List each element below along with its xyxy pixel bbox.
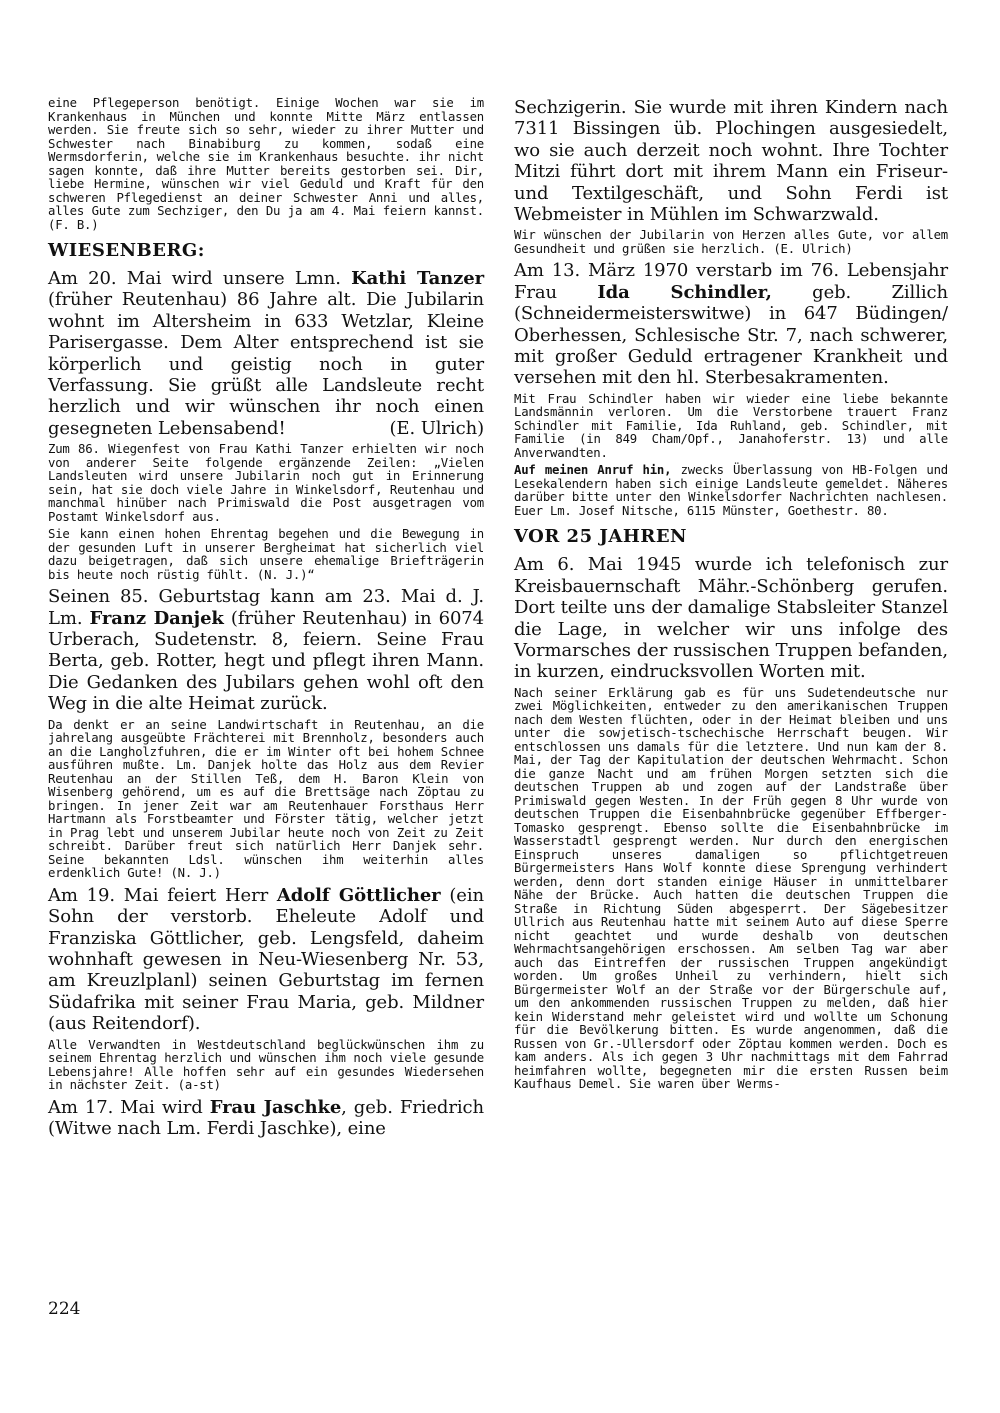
article-paragraph: Am 6. Mai 1945 wurde ich telefonisch zur Kreisbauernschaft Mähr.-Schönberg gerufen. Dort teilte uns der damalige Stabsleiter Stanzel die Lage, in welcher wir uns infolge des Vormarsches der russischen Truppen befanden, in kurzen, eindrucksvollen Worten mit.: [514, 554, 948, 683]
text-run: (ein Sohn der verstorb. Eheleute Adolf und Franziska Göttlicher, geb. Lengsfeld, daheim wohnhaft gewesen in Neu-Wiesenberg Nr. 53, am Kreuzlplanl) seinen Geburtstag im fernen Südafrika mit seiner Frau Maria, geb. Mildner (aus Reitendorf).: [48, 884, 484, 1035]
section-heading-vor-25-jahren: VOR 25 JAHREN: [514, 526, 687, 548]
article-paragraph: Sie kann einen hohen Ehrentag begehen und die Bewegung in der gesunden Luft in unserer Bergheimat hat sicherlich viel dazu beigetragen, daß sich unsere ehemalige Briefträgerin bis heute noch rüstig fühlt. (N. J.)“: [48, 527, 484, 582]
article-paragraph: [48, 268, 484, 439]
article-paragraph: Sechzigerin. Sie wurde mit ihren Kindern nach 7311 Bissingen üb. Plochingen ausgesiedelt, wo sie auch derzeit noch wohnt. Ihre Tochter Mitzi führt dort mit ihrem Mann ein Friseur- und Textilgeschäft, und Sohn Ferdi ist Webmeister in Mühlen im Schwarzwald.: [514, 97, 948, 226]
emphasis-text: Auf meinen Anruf hin,: [514, 463, 672, 478]
text-run: geb. Zillich (Schneidermeisterswitwe) in 647 Büdingen/ Oberhessen, Schlesische Str. 7, nach schwerer, mit großer Geduld ertragener Krankheit und versehen mit den hl. Sterbesakramenten.: [514, 281, 948, 389]
text-run: zwecks Überlassung von HB-Folgen und Lesekalendern haben sich einige Landsleute gemeldet. Näheres darüber bitte unter den Winkelsdorfer Nachrichten nachlesen. Euer Lm. Josef Nitsche, 6115 Münster, Goethestr. 80.: [514, 463, 948, 518]
article-paragraph: Mit Frau Schindler haben wir wieder eine liebe bekannte Landsmännin verloren. Um die Verstorbene trauert Franz Schindler mit Familie, Ida Ruhland, geb. Schindler, mit Familie (in 849 Cham/Opf., Janahoferstr. 13) und alle Anverwandten.: [514, 391, 948, 460]
right-column: [514, 97, 948, 1096]
text-run: Am 19. Mai feiert Herr: [48, 884, 277, 906]
person-name: Ida Schindler,: [597, 281, 772, 303]
article-paragraph: [48, 1097, 484, 1140]
person-name: Franz Danjek: [89, 607, 224, 629]
article-paragraph: [514, 260, 948, 388]
article-paragraph: Nach seiner Erklärung gab es für uns Sudetendeutsche nur zwei Möglichkeiten, entweder zu den amerikanischen Truppen nach dem Westen flüchten, oder in der Heimat bleiben und uns unter die sowjetisch-tschechische Herrschaft beugen. Wir entschlossen uns damals für die letztere. Und nun kam der 8. Mai, der Tag der Kapitulation der deutschen Wehrmacht. Schon die ganze Nacht und am frühen Morgen setzten sich die deutschen Truppen ab und zogen auf der Landstraße über Primiswald gegen Westen. In der Früh gegen 8 Uhr wurde von deutschen Truppen die Eisenbahnbrücke gegenüber Effberger-Tomasko gesprengt. Ebenso sollte die Eisenbahnbrücke im Wasserstadtl gesprengt werden. Nur durch den energischen Einspruch unseres damaligen so pflichtgetreuen Bürgermeisters Hans Wolf konnte diese Sprengung verhindert werden, denn dort standen einige Häuser in unmittelbarer Nähe der Brücke. Auch hatten die deutschen Truppen die Straße in Richtung Süden abgesperrt. Der Sägebesitzer Ullrich aus Reutenhau hatte mit seinem Auto auf diese Sperre nicht geachtet und wurde deshalb von deutschen Wehrmachtsangehörigen erschossen. Am selben Tag war aber auch das Eintreffen der russischen Truppen angekündigt worden. Um großes Unheil zu verhindern, hielt sich Bürgermeister Wolf an der Straße vor der Bürgerschule auf, um den ankommenden russischen Truppen zu melden, daß hier kein Widerstand mehr geleistet wird und wollte um Schonung für die Bevölkerung bitten. Es wurde angenommen, daß die Russen von Gr.-Ullersdorf oder Zöptau kommen werden. Doch es kam anders. Als ich gegen 3 Uhr nachmittags mit dem Fahrrad heimfahren wollte, begegneten mir die ersten Russen beim Kaufhaus Demel. Sie waren über Werms-: [514, 685, 948, 1092]
text-run: Am 20. Mai wird unsere Lmn.: [48, 268, 352, 289]
section-heading-wiesenberg: WIESENBERG:: [48, 240, 205, 261]
text-run: Am 13. März 1970 verstarb im 76. Lebensjahr Frau: [514, 260, 948, 303]
article-paragraph: [514, 464, 948, 518]
article-paragraph: Alle Verwandten in Westdeutschland beglückwünschen ihm zu seinem Ehrentag herzlich und wünschen ihm noch viele gesunde Lebensjahre! Alle hoffen sehr auf ein gesundes Wiedersehen in nächster Zeit. (a-st): [48, 1037, 484, 1093]
left-column: [48, 97, 484, 1143]
text-run: (früher Reutenhau) in 6074 Urberach, Sudetenstr. 8, feiern. Seine Frau Berta, geb. Rotter, hegt und pflegt ihren Mann. Die Gedanken des Jubilars gehen wohl oft den Weg in die alte Heimat zurück.: [48, 607, 485, 715]
text-run: (früher Reutenhau) 86 Jahre alt. Die Jubilarin wohnt im Altersheim in 633 Wetzlar, Kleine Parisergasse. Dem Alter entsprechend ist sie körperlich und geistig noch in guter Verfassung. Sie grüßt alle Landsleute recht herzlich und wir wünschen ihr noch einen gesegneten Lebensabend!: [48, 289, 484, 439]
person-name: Kathi Tanzer: [351, 268, 484, 289]
article-paragraph: [48, 885, 484, 1035]
person-name: Frau Jaschke: [209, 1096, 342, 1118]
article-paragraph: Zum 86. Wiegenfest von Frau Kathi Tanzer erhielten wir noch von anderer Seite folgende ergänzende Zeilen: „Vielen Landsleuten wird unsere Jubilarin noch gut in Erinnerung sein, hat sie doch viele Jahre in Winkelsdorf, Reutenhau und manchmal hinüber nach Primiswald die Post ausgetragen vom Postamt Winkelsdorf aus.: [48, 442, 484, 524]
article-paragraph: [48, 586, 484, 714]
text-run: Am 17. Mai wird: [48, 1096, 210, 1118]
author-signature: (E. Ulrich): [389, 417, 484, 439]
page-number: 224: [48, 1299, 81, 1319]
article-paragraph: Wir wünschen der Jubilarin von Herzen alles Gute, vor allem Gesundheit und grüßen sie herzlich. (E. Ulrich): [514, 228, 948, 256]
person-name: Adolf Göttlicher: [276, 884, 441, 906]
article-paragraph: eine Pflegeperson benötigt. Einige Wochen war sie im Krankenhaus in München und konnte Mitte März entlassen werden. Sie freute sich so sehr, wieder zu ihrer Mutter und Schwester nach Binabiburg zu kommen, sodaß eine Wermsdorferin, welche sie im Krankenhaus besuchte. ihr nicht sagen konnte, daß ihre Mutter bereits gestorben sei. Dir, liebe Hermine, wünschen wir viel Geduld und Kraft für den schweren Pflegedienst an deiner Schwester Anni und alles, alles Gute zum Sechziger, den Du ja am 4. Mai feiern kannst. (F. B.): [48, 96, 484, 232]
text-run: Seinen 85. Geburtstag kann am 23. Mai d. J. Lm.: [48, 586, 484, 629]
text-run: , geb. Friedrich (Witwe nach Lm. Ferdi Jaschke), eine: [48, 1096, 484, 1139]
article-paragraph: Da denkt er an seine Landwirtschaft in Reutenhau, an die jahrelang ausgeübte Frächterei mit Brennholz, besonders auch an die Langholzfuhren, die er im Winter oft bei hohem Schnee ausführen mußte. Lm. Danjek holte das Holz aus dem Revier Reutenhau an der Stillen Teß, dem H. Baron Klein von Wisenberg gehörend, um es auf die Brettsäge nach Zöptau zu bringen. In jener Zeit war am Reutenhauer Forsthaus Herr Hartmann als Forstbeamter und Förster tätig, welcher jetzt in Prag lebt und unserem Jubilar heute noch von Zeit zu Zeit schreibt. Darüber freut sich natürlich Herr Danjek sehr. Seine bekannten Ldsl. wünschen ihm weiterhin alles erdenklich Gute! (N. J.): [48, 717, 484, 881]
